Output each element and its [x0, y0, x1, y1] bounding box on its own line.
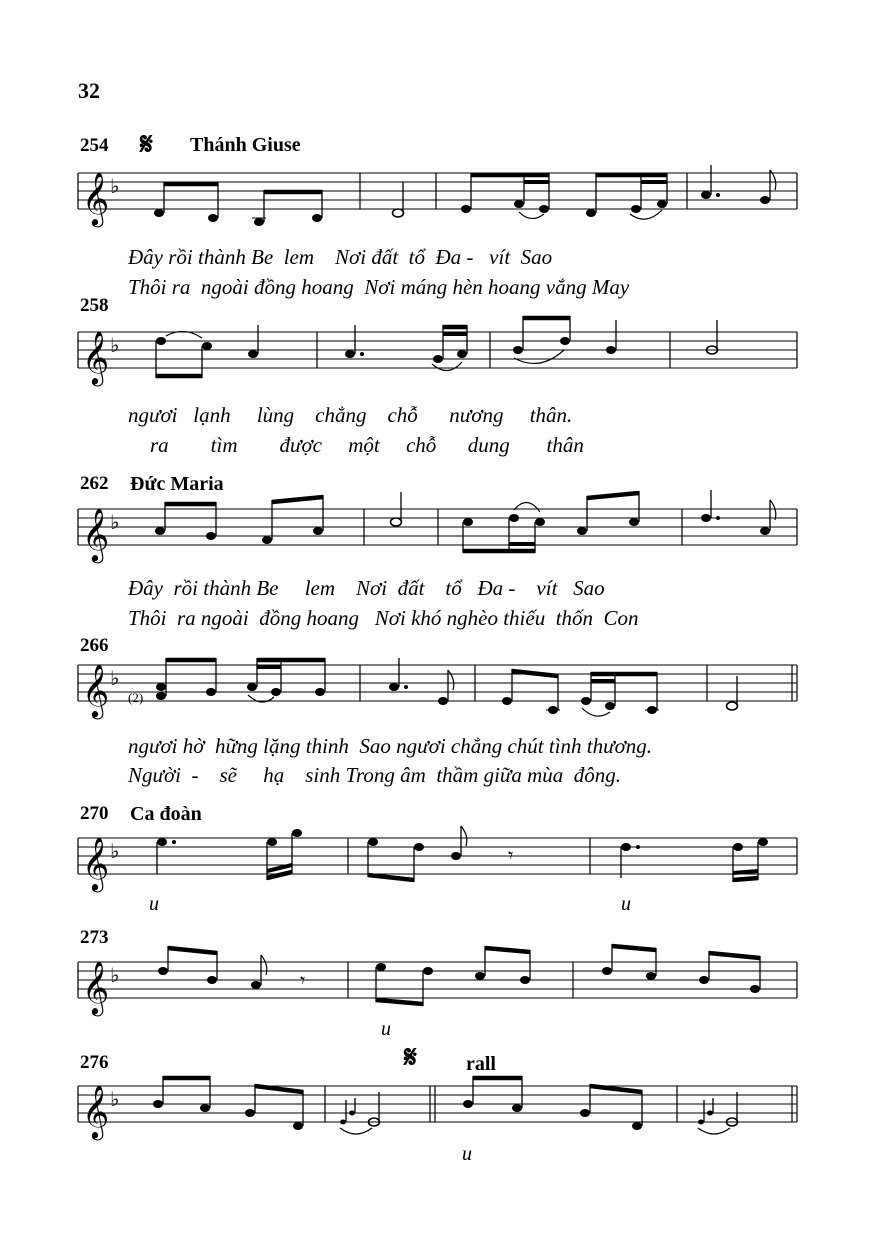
section-label: Ca đoàn [130, 803, 202, 825]
lyric-line: ngươi hờ hững lặng thinh Sao ngươi chẳng chút tình thương. [128, 734, 653, 758]
treble-clef-icon: 𝄞 [82, 171, 110, 225]
staff-5 [78, 826, 797, 892]
svg-text:♭: ♭ [110, 963, 120, 987]
measure-number: 254 [80, 135, 109, 156]
staff-2 [78, 316, 797, 386]
lyric-line: Đây rồi thành Be lem Nơi đất tổ Đa - vít Sao [128, 245, 553, 269]
tempo-marking: rall [466, 1053, 496, 1075]
svg-text:𝄾: 𝄾 [508, 843, 514, 867]
page-number: 32 [78, 78, 100, 103]
flat-icon: ♭ [110, 174, 120, 198]
vocalise-syllable: u [621, 893, 631, 915]
lyric-line: ra tìm được một chỗ dung thân [150, 433, 584, 457]
svg-text:𝄞: 𝄞 [82, 663, 110, 717]
measure-number: 273 [80, 927, 109, 948]
svg-text:𝄞: 𝄞 [82, 330, 110, 384]
measure-number: 266 [80, 635, 109, 656]
lyric-line: Đây rồi thành Be lem Nơi đất tổ Đa - vít Sao [128, 576, 605, 600]
lyric-line: Người - sẽ hạ sinh Trong âm thầm giữa mùa đông. [128, 763, 622, 787]
vocalise-syllable: u [381, 1018, 391, 1040]
svg-text:𝄞: 𝄞 [82, 960, 110, 1014]
measure-number: 262 [80, 473, 109, 494]
lyric-line: Thôi ra ngoài đồng hoang Nơi khó nghèo thiếu thốn Con [128, 606, 639, 630]
measure-number: 258 [80, 295, 109, 316]
lyric-line: ngươi lạnh lùng chẳng chỗ nương thân. [128, 403, 573, 427]
svg-text:♭: ♭ [110, 510, 120, 534]
measure-number: 276 [80, 1052, 109, 1073]
svg-text:♭: ♭ [110, 839, 120, 863]
svg-text:♭: ♭ [110, 1087, 120, 1111]
svg-text:♭: ♭ [110, 333, 120, 357]
segno-icon: 𝄋 [404, 1040, 417, 1075]
svg-text:𝄞: 𝄞 [82, 836, 110, 890]
measure-number: 270 [80, 803, 109, 824]
section-label: Đức Maria [130, 473, 224, 495]
staff-6 [78, 944, 797, 1016]
section-label: Thánh Giuse [190, 134, 301, 156]
svg-text:♭: ♭ [110, 666, 120, 690]
svg-text:𝄞: 𝄞 [82, 507, 110, 561]
voice-mark: (2) [128, 690, 144, 705]
staff-7 [78, 1076, 797, 1140]
staff-1 [78, 165, 797, 227]
staff-3 [78, 490, 797, 563]
svg-text:𝄞: 𝄞 [82, 1084, 110, 1138]
lyric-line: Thôi ra ngoài đồng hoang Nơi máng hèn hoang vắng May [128, 275, 630, 299]
staff-4 [78, 658, 797, 719]
vocalise-syllable: u [149, 893, 159, 915]
svg-text:𝄾: 𝄾 [300, 968, 306, 992]
segno-icon: 𝄋 [140, 127, 153, 162]
vocalise-syllable: u [462, 1143, 472, 1165]
